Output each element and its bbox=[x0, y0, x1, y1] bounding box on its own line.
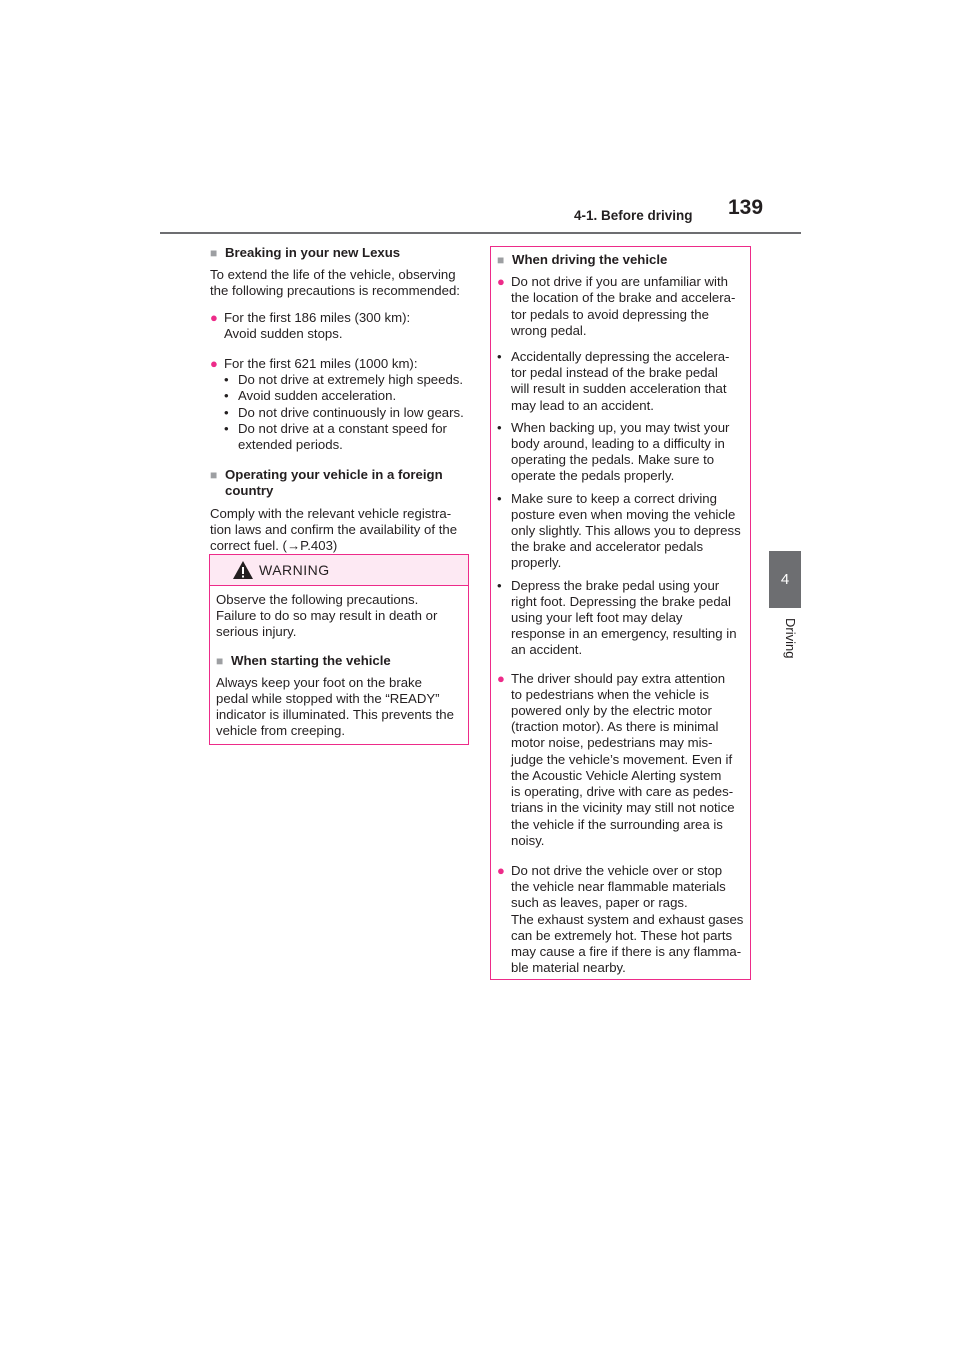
circle-bullet-icon: ● bbox=[210, 309, 218, 325]
foreign-country-text: Comply with the relevant vehicle registra- tion laws and confirm the availability of the correct fuel. (→P.403) bbox=[210, 505, 458, 554]
driving-warning-box bbox=[490, 246, 751, 980]
starting-heading: ■ When starting the vehicle bbox=[216, 652, 391, 668]
square-bullet-icon: ■ bbox=[216, 653, 224, 668]
page-number: 139 bbox=[728, 196, 764, 219]
chapter-tab-label: Driving bbox=[783, 618, 798, 659]
square-bullet-icon: ■ bbox=[497, 253, 505, 267]
circle-bullet-icon: ● bbox=[497, 862, 505, 878]
list-item: • Depress the brake pedal using your right foot. Depressing the brake pedal using your left foot may delay response in an emergency, resulting in an accident. bbox=[497, 577, 737, 658]
breaking-in-heading: ■ Breaking in your new Lexus bbox=[210, 245, 401, 260]
warning-title: WARNING bbox=[259, 562, 330, 578]
list-item: • Make sure to keep a correct driving posture even when moving the vehicle only slightly. This allows you to depress the brake and accelerator pedals properly. bbox=[497, 490, 741, 571]
warning-triangle-icon bbox=[232, 560, 254, 580]
pedestrians-item: ● The driver should pay extra attention to pedestrians when the vehicle is powered only by the electric motor (traction motor). As there is minimal motor noise, pedestrians may mis- judge the vehicle’s movement. Even if the Acoustic Vehicle Alerting system is operating, drive with care as pedes- trians in the vicinity may still not notice the vehicle if the surrounding area is noisy. bbox=[497, 670, 735, 848]
circle-bullet-icon: ● bbox=[497, 670, 505, 686]
breaking-in-intro: To extend the life of the vehicle, observing the following precautions is recommended: bbox=[210, 267, 460, 299]
chapter-tab: 4 bbox=[769, 551, 801, 608]
unfamiliar-pedals-item: ● Do not drive if you are unfamiliar with the location of the brake and accelera- tor pedals to avoid depressing the wrong pedal. bbox=[497, 274, 736, 338]
list-item: • Do not drive at a constant speed for extended periods. bbox=[224, 420, 447, 453]
warning-header bbox=[210, 555, 468, 586]
warning-box bbox=[209, 554, 469, 745]
list-item: • Do not drive continuously in low gears. bbox=[224, 404, 464, 420]
foreign-country-heading: ■ Operating your vehicle in a foreign country bbox=[210, 467, 443, 499]
circle-bullet-icon: ● bbox=[497, 274, 505, 290]
square-bullet-icon: ■ bbox=[210, 468, 218, 483]
list-item: • Avoid sudden acceleration. bbox=[224, 388, 397, 404]
first-621-item: ● For the first 621 miles (1000 km): • Do not drive at extremely high speeds. • Avoid sudden acceleration. • Do not drive continuously in low gears. • Do not drive at a constant speed for extended periods. bbox=[210, 356, 464, 453]
header-divider bbox=[160, 232, 801, 234]
list-item: • Do not drive at extremely high speeds. bbox=[224, 372, 464, 388]
section-title: 4-1. Before driving bbox=[574, 208, 693, 223]
list-item: • When backing up, you may twist your body around, leading to a difficulty in operating the pedals. Make sure to operate the pedals properly. bbox=[497, 419, 730, 484]
square-bullet-icon: ■ bbox=[210, 246, 218, 260]
first-186-item: ● For the first 186 miles (300 km): Avoid sudden stops. bbox=[210, 309, 411, 341]
flammable-materials-item: ● Do not drive the vehicle over or stop the vehicle near flammable materials such as leaves, paper or rags. The exhaust system and exhaust gases can be extremely hot. These hot parts may cause a fire if there is any flamma- ble material nearby. bbox=[497, 862, 744, 976]
circle-bullet-icon: ● bbox=[210, 356, 218, 372]
list-item: • Accidentally depressing the accelera- tor pedal instead of the brake pedal will result in sudden acceleration that may lead to an accident. bbox=[497, 349, 730, 413]
driving-heading: ■ When driving the vehicle bbox=[497, 252, 668, 267]
left-column bbox=[210, 245, 470, 564]
warning-body: Observe the following precautions. Failure to do so may result in death or serious injury. ■ When starting the vehicle Always keep your foot on the brake pedal while stopped with the “READY” indicator is illuminated. This prevents the vehicle from creeping. bbox=[210, 586, 468, 740]
